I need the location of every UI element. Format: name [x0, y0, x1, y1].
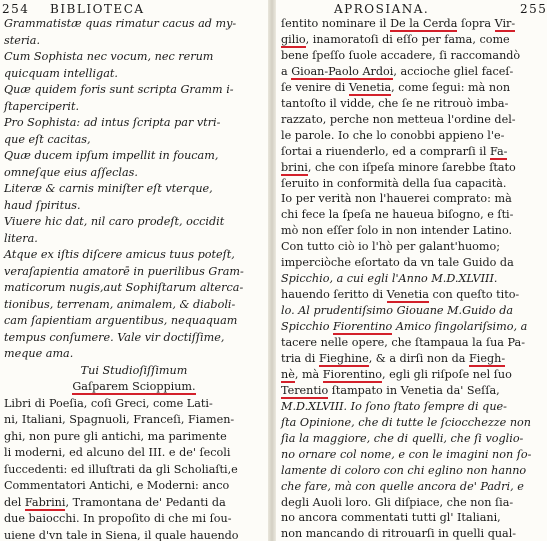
right-line-tail: , accioche gliel faceſ- [393, 64, 514, 78]
right-line [281, 432, 523, 445]
left-line [0, 364, 268, 377]
left-line-text: tempus conſumere. Vale vir doctiſſime, [4, 330, 225, 344]
left-line [4, 149, 218, 162]
left-line [4, 67, 118, 80]
right-line-text: degli Auoli loro. Gli diſpiace, che non ſia- [281, 495, 514, 509]
underlined-name: nè [281, 367, 295, 381]
right-line-text: Io per verità non l'hauerei comprato: mà [281, 192, 512, 206]
right-line [281, 384, 500, 397]
right-line-text: che fare, mà con quelle ancora de' Padri, e [281, 479, 524, 493]
right-line-tail: , che con iſpeſa minore ſarebbe ſtato [307, 160, 516, 174]
left-line [4, 182, 213, 195]
right-line-text: imperciòche eſortato da vn tale Guido da [281, 256, 514, 270]
right-line-text: a [281, 64, 292, 78]
right-line [281, 352, 505, 365]
left-line [0, 380, 268, 393]
left-line-text: ghi, non pure gli antichi, ma parimente [4, 429, 227, 443]
left-line [4, 133, 91, 146]
left-line-text: Literæ & carnis miniſter eſt vterque, [4, 182, 213, 195]
right-line-text: mò non eſſer ſolo in non intender Latino. [281, 224, 513, 238]
left-line [4, 50, 213, 63]
right-line-text: ſortai a riuenderlo, ed a comprarſi il [281, 144, 490, 158]
right-line [281, 81, 510, 94]
underlined-name: Venetia [348, 80, 392, 94]
right-line-tail: con queſto tito- [428, 288, 520, 302]
left-line [4, 331, 224, 344]
underlined-name: Fieghine [318, 351, 369, 365]
left-line-text: litera. [4, 231, 38, 245]
right-line-text: no ancora commentati tutti gl' Italiani, [281, 511, 501, 525]
right-line [281, 511, 501, 524]
right-line-text: bene ſpeſſo ſuole accadere, ſi raccomandò [281, 48, 521, 62]
right-line [281, 240, 500, 253]
right-line-tail: ſopra [457, 17, 495, 30]
left-line-text: Cum Sophista nec vocum, nec rerum [4, 50, 214, 63]
left-line-text: li moderni, ed alcuno del III. e de' ſecoli [4, 446, 231, 459]
right-line [281, 480, 524, 493]
left-line-text: due baiocchi. In propoſito di che mi ſou- [4, 512, 232, 525]
right-line-text: hauendo ſeritto di [281, 288, 387, 302]
right-line-tail: , egli gli riſpoſe nel ſuo [382, 367, 512, 381]
left-running-title: BIBLIOTECA [50, 2, 145, 16]
left-line-tail: , il quale hauendo [137, 528, 239, 541]
left-line [4, 116, 220, 129]
right-line-text: lamente di coloro con chi eglino non hanno [281, 463, 527, 477]
right-line [281, 256, 514, 269]
underlined-name: gilio [281, 32, 306, 46]
right-line-text: ſeruito in conformità della ſua capacità. [281, 176, 507, 190]
left-page [0, 0, 272, 541]
right-line-text: Con tutto ciò io l'hò per galant'huomo; [281, 240, 500, 254]
right-line-text: tria di [281, 351, 319, 365]
right-line [281, 336, 525, 349]
left-line-text: omneſque eius aſſeclas. [4, 165, 138, 179]
right-line [281, 416, 531, 429]
right-line-tail: , & a dirſi non da [368, 351, 469, 365]
underlined-name: Fa- [489, 144, 508, 158]
right-line-text: no ornare col nome, e con le imagini non ſo- [281, 447, 532, 461]
right-line [281, 129, 504, 142]
right-line-tail: , come ſegui: mà non [391, 80, 511, 94]
right-line [281, 177, 506, 190]
left-page-number: 254 [2, 2, 30, 16]
left-line [4, 34, 40, 47]
left-line [4, 496, 226, 509]
left-line [4, 314, 237, 327]
right-line [281, 368, 512, 381]
right-line-text: chi fece la ſpeſa ne haueua biſogno, e ſti- [281, 208, 514, 222]
left-line [4, 446, 230, 459]
right-line-text: ſta Opinione, che di tutte le ſciocchezze non [281, 415, 531, 429]
underlined-name: Fabrini [24, 495, 66, 509]
right-line-text: lo. Al prudentiſsimo Giouane M.Guido da [281, 304, 514, 318]
right-line-text: ſe venire di [281, 80, 349, 94]
right-line-text: Spicchio [281, 320, 334, 334]
underlined-name: Gioan-Paolo Ardoi [291, 64, 394, 78]
left-line-text: ſuccedenti: ed illuſtrati da gli Scholiaſti,e [4, 462, 238, 476]
left-line-tail: , Tramontana de' Pedanti da [65, 495, 226, 509]
right-page [274, 0, 547, 541]
right-line-tail: Amico ſingolariſsimo, a [392, 320, 528, 334]
left-line [4, 281, 243, 294]
left-line-text: cam ſapientiam arguentibus, nequaquam [4, 314, 238, 327]
left-line [4, 265, 244, 278]
underlined-name: Gaſparem Scioppium. [72, 380, 196, 393]
left-line [4, 347, 73, 360]
left-line-text: ſtaperciperit. [4, 99, 80, 113]
underlined-name: Fiegh- [469, 351, 506, 365]
left-line [4, 232, 38, 245]
right-line-text: razzato, perche non metteua l'ordine del- [281, 112, 516, 126]
right-line-text: le parole. Io che lo conobbi appieno l'e- [281, 128, 505, 142]
left-line-text: del [4, 495, 25, 509]
left-line [4, 479, 229, 492]
right-line [281, 527, 516, 540]
left-line [4, 298, 235, 311]
left-line [4, 413, 234, 426]
left-line-text: Atque ex iſtis diſcere amicus tuus poteſt, [4, 248, 235, 261]
left-line-text: ni, Italiani, Spagnuoli, Franceſi, Fiamen- [4, 413, 235, 426]
left-line-text: Libri di Poeſia, coſi Greci, come Lati- [4, 396, 213, 410]
right-line [281, 65, 513, 78]
right-line [281, 448, 531, 461]
right-page-number: 255 [520, 2, 547, 16]
left-line-text: maticorum nugis,aut Sophiſtarum alterca- [4, 281, 244, 294]
underlined-name: brini [281, 160, 308, 174]
underlined-name: De la Cerda [390, 17, 458, 30]
right-running-title: APROSIANA. [334, 2, 430, 16]
right-line [281, 496, 513, 509]
left-line-text: Quæ ducem ipſum impellit in foucam, [4, 149, 219, 162]
left-line-text: uiene d'vn tale in [4, 528, 106, 541]
underlined-name: Siena [105, 529, 137, 541]
left-line-text: tionibus, terrenam, animalem, & diaboli- [4, 297, 236, 311]
left-line [4, 529, 239, 541]
right-line [281, 49, 520, 62]
right-line-tail: , mà [294, 367, 323, 381]
underlined-name: Terentio [281, 383, 329, 397]
right-line [281, 145, 507, 158]
right-line [281, 17, 515, 30]
left-line-text: meque ama. [4, 347, 74, 360]
left-line [4, 166, 138, 179]
right-line [281, 33, 510, 46]
left-line [4, 100, 79, 113]
left-line-text: que eſt cacitas, [4, 132, 91, 146]
left-line [4, 397, 213, 410]
left-line-text: quicquam intelligat. [4, 66, 118, 80]
right-line [281, 161, 516, 174]
right-line [281, 113, 516, 126]
left-line-text: Quæ quidem foris sunt scripta Gramm i- [4, 83, 234, 96]
right-line [281, 224, 512, 237]
right-line-text: ſentito nominare il [281, 17, 391, 30]
left-line-text: veraſapientia amatorē in puerilibus Gram- [4, 264, 244, 278]
left-line-text: Commentatori Antichi, e Moderni: anco [4, 479, 230, 492]
left-line [4, 215, 224, 228]
right-line [281, 400, 507, 413]
left-line-text: Viuere hic dat, nil caro prodeſt, occidit [4, 215, 225, 228]
right-line-tail: , inamoratoſi di eſſo per fama, come [305, 32, 510, 46]
right-line [281, 464, 526, 477]
left-line [4, 17, 236, 30]
underlined-name: Fiorentino [322, 367, 383, 381]
right-line-text: M.D.XLVIII. Io ſono ſtato ſempre di que- [281, 399, 507, 413]
right-line-tail: ſtampato in Venetia da' Seſſa, [328, 383, 500, 397]
right-line-text: non mancando di ritrouarſi in quelli qual- [281, 527, 517, 541]
right-line [281, 272, 497, 285]
underlined-name: Fiorentino [333, 320, 393, 334]
right-line [281, 192, 512, 205]
right-line [281, 304, 513, 317]
left-line-text: Pro Sophista: ad intus ſcripta par vtri- [4, 116, 221, 129]
right-line-text: Spicchio, a cui egli l'Anno M.D.XLVIII. [281, 272, 498, 286]
right-line-text: tantoſto il vidde, che ſe ne ritrouò imba- [281, 96, 509, 110]
right-line [281, 97, 508, 110]
left-line [4, 248, 235, 261]
left-line [4, 463, 238, 476]
left-line [4, 83, 234, 96]
right-line [281, 320, 527, 333]
left-line [4, 512, 232, 525]
right-line-text: ſia la maggiore, che di quelli, che ſi voglio- [281, 431, 524, 445]
left-line [4, 199, 81, 212]
right-line [281, 208, 513, 221]
right-line [281, 288, 519, 301]
left-line-text: Tui Studioſiſſimum [80, 363, 188, 377]
left-line-text: steria. [4, 33, 41, 47]
underlined-name: Venetia [386, 288, 429, 302]
left-line-text: Grammatistæ quas rimatur cacus ad my- [4, 17, 237, 30]
left-line-text: haud ſpiritus. [4, 198, 81, 212]
underlined-name: Vir- [494, 17, 516, 30]
left-line [4, 430, 227, 443]
right-line-text: tacere nelle opere, che ſtampaua la ſua Pa- [281, 336, 526, 349]
